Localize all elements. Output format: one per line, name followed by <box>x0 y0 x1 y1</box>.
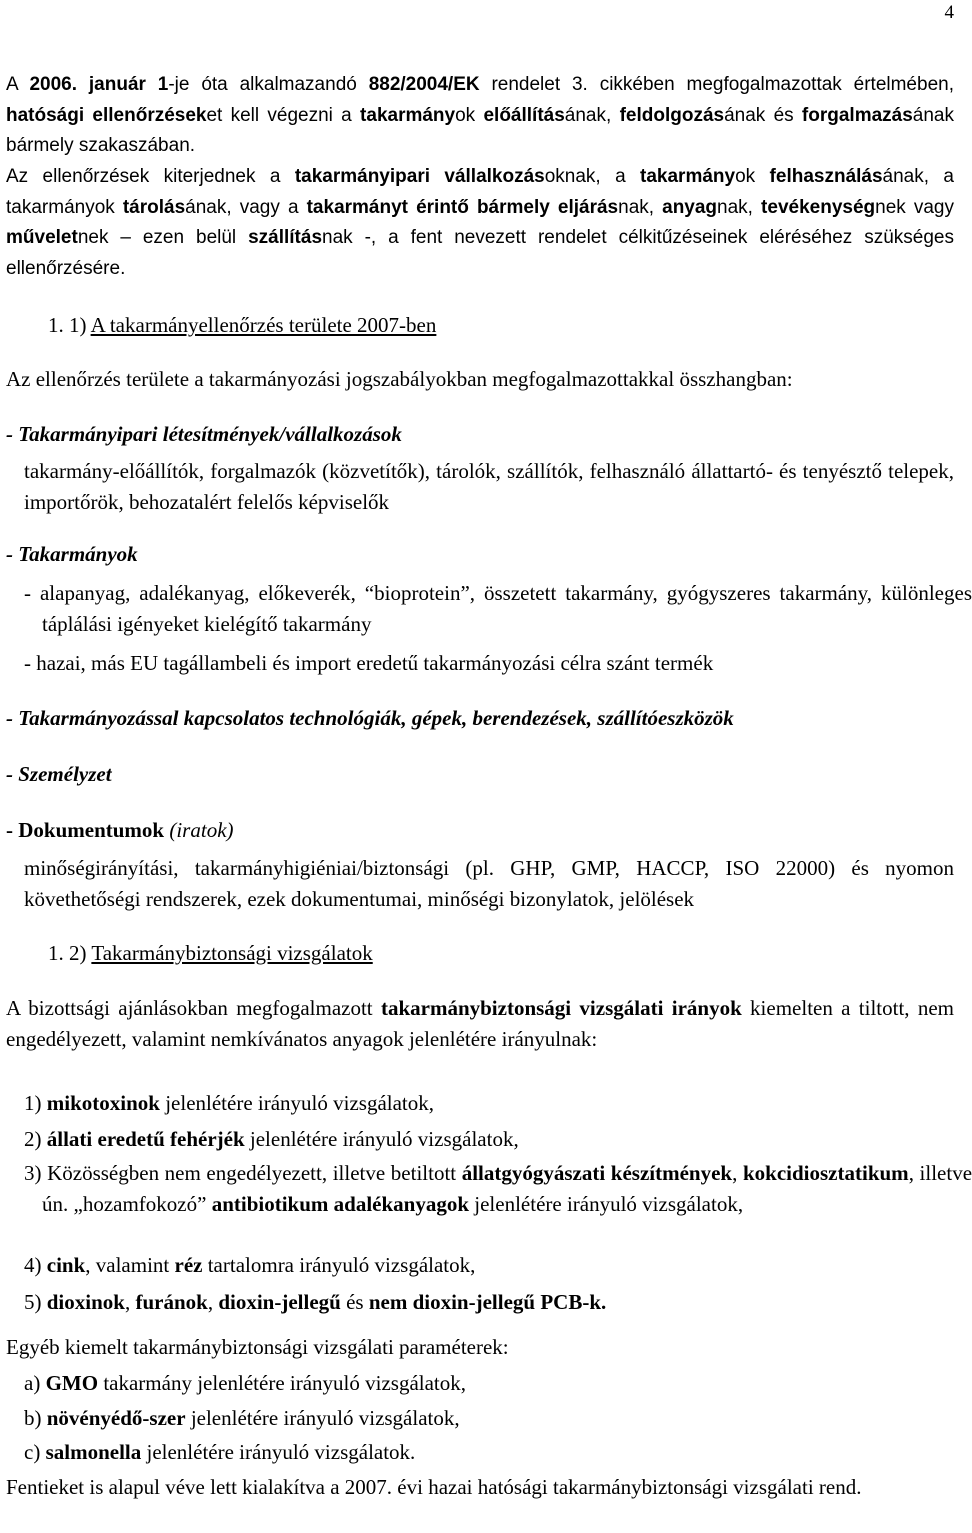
test-item-4 <box>24 1250 954 1281</box>
bold-term: takarmányipari vállalkozás <box>294 166 545 187</box>
section-2-intro <box>6 993 954 1055</box>
closing-paragraph: Fentieket is alapul véve lett kialakítva a 2007. évi hazai hatósági takarmánybiztonsági vizsgálati rend. <box>6 1475 862 1499</box>
text-run: , <box>732 1161 743 1185</box>
bold-term: kokcidiosztatikum <box>742 1161 909 1185</box>
bold-term: takarmánybiztonsági vizsgálati irányok <box>380 996 742 1020</box>
text-run: és <box>340 1290 369 1314</box>
bold-term: mikotoxinok <box>46 1091 160 1115</box>
text-run: oknak, a <box>544 166 641 187</box>
text-run: nek vagy <box>875 196 954 218</box>
bold-term: állatgyógyászati készítmények <box>461 1161 733 1185</box>
text-run: rendelet 3. cikkében megfogalmazottak értelmében, <box>479 74 954 95</box>
bold-term: takarmányt érintő bármely eljárás <box>306 196 619 218</box>
feeds-item-1: - alapanyag, adalékanyag, előkeverék, “bioprotein”, összetett takarmány, gyógyszeres takarmány, különleges táplálási igényeket kielégítő takarmány <box>24 581 972 636</box>
test-item-5 <box>24 1287 954 1318</box>
facilities-text: takarmány-előállítók, forgalmazók (közvetítők), tárolók, szállítók, felhasználó állattartó- és tenyésztő telepek, importőrök, behozatalért felelős képviselők <box>24 459 954 514</box>
page-number: 4 <box>944 2 954 23</box>
text-run: 5) <box>24 1290 47 1314</box>
text-run: takarmány jelenlétére irányuló vizsgálatok, <box>98 1371 467 1395</box>
test-item-1 <box>24 1088 954 1119</box>
bold-term: dioxin-jellegű <box>218 1290 341 1314</box>
text-run: , valamint <box>85 1253 175 1277</box>
bold-term: cink <box>46 1253 86 1277</box>
bold-term: 882/2004/EK <box>368 74 480 95</box>
text-run: jelenlétére irányuló vizsgálatok, <box>469 1192 744 1216</box>
section-2-heading <box>48 938 948 969</box>
text-run: -je óta alkalmazandó <box>168 74 369 95</box>
section-1-number: 1. 1) <box>48 313 87 337</box>
bold-term: salmonella <box>45 1440 142 1464</box>
text-run: , <box>124 1290 136 1314</box>
text-run: nek – ezen belül <box>77 227 249 248</box>
staff-heading: - Személyzet <box>6 762 112 786</box>
bold-term: takarmány <box>360 104 456 126</box>
section-1-title: A takarmányellenőrzés területe 2007-ben <box>90 313 437 337</box>
bold-term: tárolás <box>122 196 186 218</box>
other-params-intro: Egyéb kiemelt takarmánybiztonsági vizsgálati paraméterek: <box>6 1335 509 1359</box>
section-1-intro: Az ellenőrzés területe a takarmányozási jogszabályokban megfogalmazottakkal összhangban: <box>6 367 793 391</box>
text-run: nak -, a fent nevezett rendelet célkitűzéseinek eléréséhez szükséges ellenőrzésére. <box>6 227 954 279</box>
text-run: et kell végezni a <box>206 104 361 126</box>
bold-term: feldolgozás <box>619 104 725 126</box>
feeds-item-2: - hazai, más EU tagállambeli és import eredetű takarmányozási célra szánt termék <box>24 651 714 675</box>
bold-term: antibiotikum adalékanyagok <box>211 1192 470 1216</box>
bold-term: nem dioxin-jellegű PCB-k. <box>368 1290 607 1314</box>
bold-term: furánok <box>135 1290 208 1314</box>
intro-paragraph-2 <box>6 162 954 284</box>
intro-paragraph-1 <box>6 70 954 162</box>
bold-term: felhasználás <box>769 166 883 187</box>
bold-term: növényédő-szer <box>46 1406 186 1430</box>
other-item-c <box>24 1437 954 1468</box>
text-run: c) <box>24 1440 46 1464</box>
bold-term: tevékenység <box>761 196 876 218</box>
text-run: 2) <box>24 1127 47 1151</box>
bold-term: réz <box>174 1253 203 1277</box>
bold-term: GMO <box>45 1371 99 1395</box>
bold-term: dioxinok <box>46 1290 125 1314</box>
facilities-heading: - Takarmányipari létesítmények/vállalkozások <box>6 422 402 446</box>
text-run: , <box>207 1290 219 1314</box>
bold-term: szállítás <box>248 227 323 248</box>
text-run: ának bármely szakaszában. <box>6 104 954 156</box>
bold-term: anyag <box>662 196 718 218</box>
bold-term: takarmány <box>640 166 736 187</box>
text-run: jelenlétére irányuló vizsgálatok, <box>159 1091 435 1115</box>
text-run: nak, <box>618 196 663 218</box>
text-run: Az ellenőrzések kiterjednek a <box>6 166 295 187</box>
text-run: nak, <box>717 196 762 218</box>
documents-heading-suffix: (iratok) <box>164 818 234 842</box>
section-1-heading <box>48 310 948 341</box>
feeds-heading: - Takarmányok <box>6 542 138 566</box>
other-item-b <box>24 1403 954 1434</box>
bold-term: előállítás <box>483 104 565 126</box>
text-run: jelenlétére irányuló vizsgálatok, <box>185 1406 460 1430</box>
text-run: tartalomra irányuló vizsgálatok, <box>202 1253 476 1277</box>
documents-text: minőségirányítási, takarmányhigiéniai/biztonsági (pl. GHP, GMP, HACCP, ISO 22000) és nyomon követhetőségi rendszerek, ezek dokumentumai, minőségi bizonylatok, jelölések <box>24 856 954 911</box>
text-run: b) <box>24 1406 47 1430</box>
text-run: jelenlétére irányuló vizsgálatok. <box>141 1440 416 1464</box>
text-run: 3) Közösségben nem engedélyezett, illetve betiltott <box>24 1161 462 1185</box>
section-2-number: 1. 2) <box>48 941 87 965</box>
section-2-title: Takarmánybiztonsági vizsgálatok <box>91 941 373 965</box>
text-run: ának, vagy a <box>185 196 307 218</box>
text-run: ok <box>735 166 770 187</box>
documents-heading <box>6 815 954 846</box>
text-run: ának, <box>564 104 620 126</box>
text-run: A <box>6 74 30 95</box>
text-run: ok <box>455 104 484 126</box>
technology-heading: - Takarmányozással kapcsolatos technológiák, gépek, berendezések, szállítóeszközök <box>6 706 734 730</box>
text-run: kiemelten a tiltott, nem engedélyezett, valamint nemkívánatos anyagok jelenlétére irányulnak: <box>6 996 954 1051</box>
bold-term: 2006. január 1 <box>29 74 169 95</box>
text-run: A bizottsági ajánlásokban megfogalmazott <box>6 996 381 1020</box>
text-run: , illetve ún. „hozamfokozó” <box>42 1161 972 1216</box>
text-run: 4) <box>24 1253 47 1277</box>
text-run: ának, a takarmányok <box>6 166 954 218</box>
documents-heading-main: - Dokumentumok <box>6 818 165 842</box>
bold-term: művelet <box>6 227 78 248</box>
other-item-a <box>24 1368 954 1399</box>
text-run: a) <box>24 1371 46 1395</box>
bold-term: állati eredetű fehérjék <box>46 1127 245 1151</box>
bold-term: forgalmazás <box>801 104 913 126</box>
text-run: ának és <box>724 104 802 126</box>
test-item-3 <box>24 1158 972 1220</box>
text-run: jelenlétére irányuló vizsgálatok, <box>244 1127 519 1151</box>
text-run: 1) <box>24 1091 47 1115</box>
bold-term: hatósági ellenőrzések <box>6 104 207 126</box>
test-item-2 <box>24 1124 954 1155</box>
